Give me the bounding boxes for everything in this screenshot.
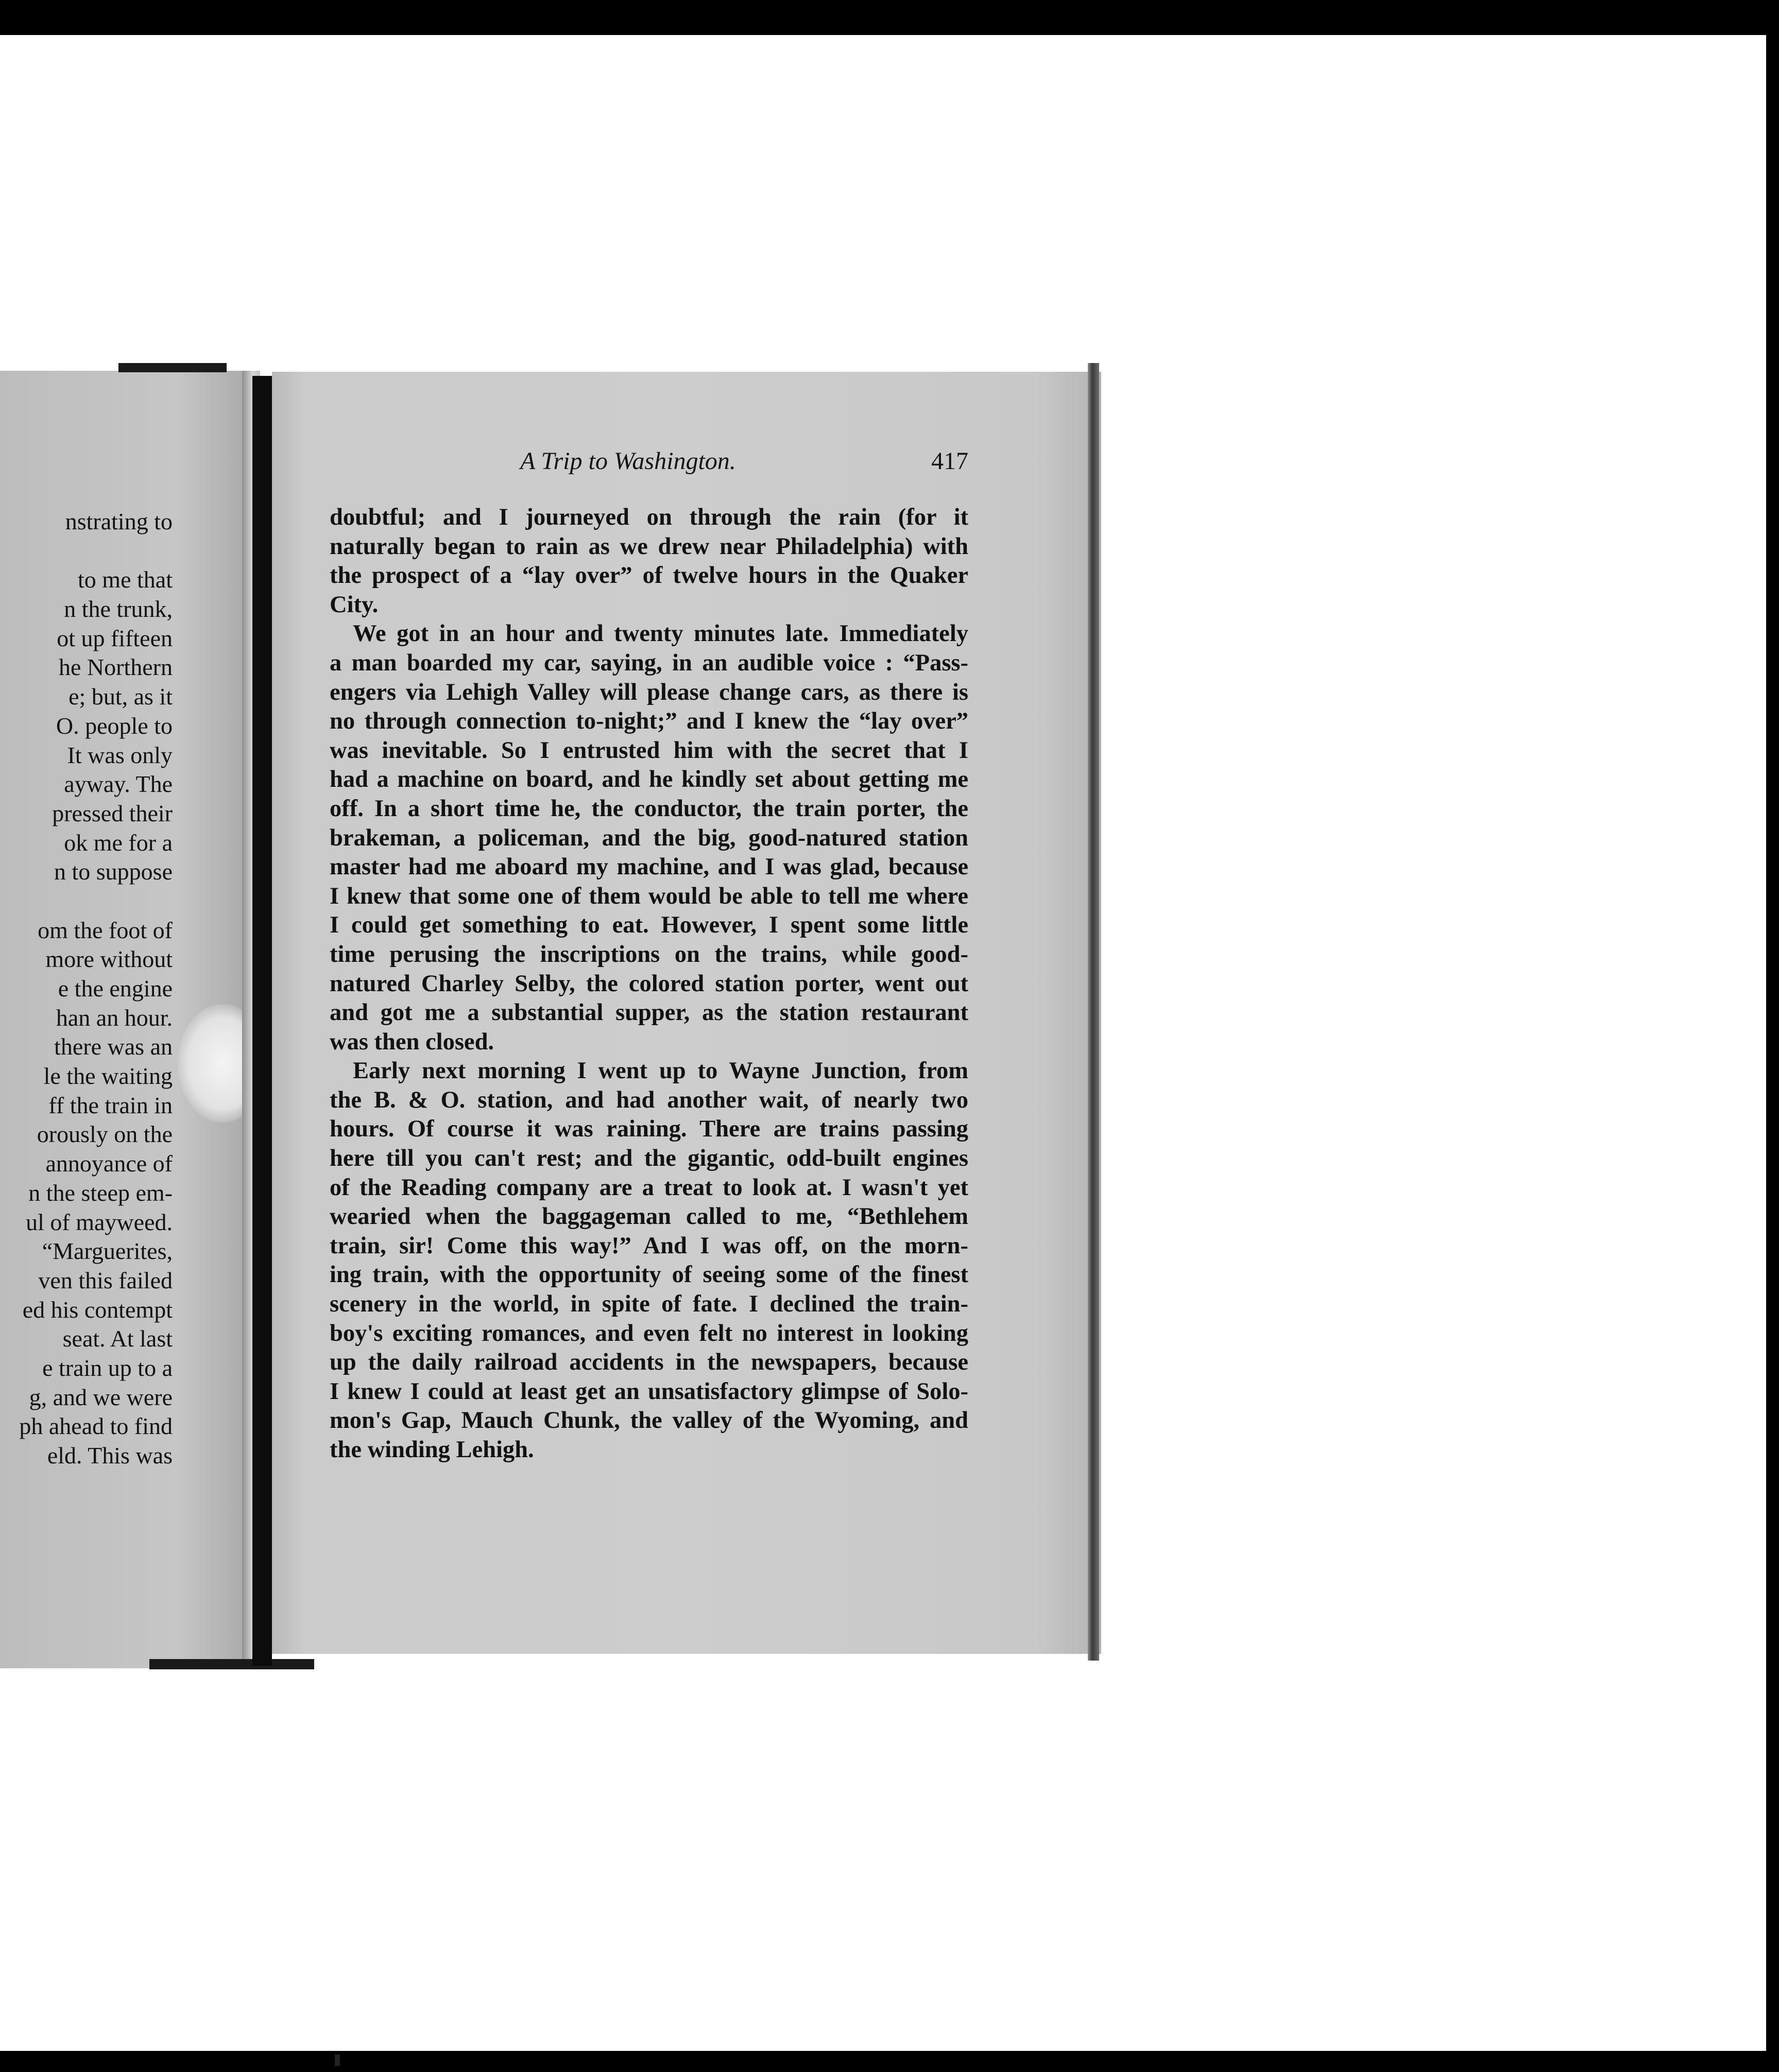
- text-line: boy's exciting romances, and even felt no interest in looking: [330, 1320, 968, 1346]
- left-page-line: n the steep em-: [28, 1179, 173, 1206]
- text-line: off. In a short time he, the conductor, the train porter, the: [330, 795, 968, 822]
- left-page-line: orously on the: [37, 1121, 173, 1148]
- text-line: I knew that some one of them would be able to tell me where: [330, 883, 968, 909]
- text-line: was then closed.: [330, 1028, 494, 1055]
- left-page-line: there was an: [54, 1033, 173, 1060]
- left-page-line: eld. This was: [47, 1442, 173, 1469]
- left-page-line: ul of mayweed.: [26, 1208, 173, 1235]
- running-title: A Trip to Washington.: [520, 447, 736, 475]
- left-page-line: ok me for a: [64, 829, 173, 856]
- text-line: the B. & O. station, and had another wait, of nearly two: [330, 1086, 968, 1113]
- left-page-line: [0, 887, 173, 916]
- left-page-line: han an hour.: [56, 1004, 173, 1031]
- text-line: up the daily railroad accidents in the newspapers, because: [330, 1349, 968, 1376]
- text-line: of the Reading company are a treat to look at. I wasn't yet: [330, 1174, 968, 1201]
- left-page-line: ayway. The: [64, 771, 173, 798]
- text-line: scenery in the world, in spite of fate. I declined the train-: [330, 1291, 968, 1318]
- left-page-line: [0, 537, 173, 566]
- running-head: [520, 447, 968, 483]
- left-page-line: e the engine: [58, 975, 173, 1002]
- left-page-line: g, and we were: [29, 1384, 173, 1410]
- left-page-line: to me that: [78, 566, 173, 593]
- left-page-line: ot up fifteen: [57, 625, 173, 651]
- left-page-line: e train up to a: [42, 1354, 173, 1381]
- text-line: I knew I could at least get an unsatisfactory glimpse of Solo-: [330, 1378, 968, 1405]
- page-number: 417: [931, 447, 968, 475]
- right-page-edge: [1088, 363, 1099, 1661]
- left-page-line: It was only: [67, 741, 173, 768]
- scan-mark: [335, 2054, 340, 2066]
- left-page-line: n to suppose: [54, 858, 173, 885]
- text-line: the prospect of a “lay over” of twelve hours in the Quaker: [330, 562, 968, 589]
- text-line: was inevitable. So I entrusted him with the secret that I: [330, 737, 968, 764]
- left-page-line: le the waiting: [43, 1063, 173, 1090]
- text-line: I could get something to eat. However, I spent some little: [330, 912, 968, 939]
- left-page-line: more without: [45, 946, 173, 973]
- left-page-line: ph ahead to find: [19, 1413, 173, 1440]
- text-line: ing train, with the opportunity of seeing some of the finest: [330, 1262, 968, 1288]
- text-line: a man boarded my car, saying, in an audible voice : “Pass-: [330, 649, 968, 676]
- text-line: time perusing the inscriptions on the trains, while good-: [330, 941, 968, 968]
- text-line: train, sir! Come this way!” And I was off, on the morn-: [330, 1232, 968, 1259]
- book-spine: [252, 376, 272, 1666]
- left-page-line: n the trunk,: [64, 596, 173, 623]
- paper-stain: [178, 1004, 252, 1123]
- text-line: City.: [330, 591, 379, 618]
- text-line: no through connection to-night;” and I knew the “lay over”: [330, 708, 968, 735]
- left-page-line: pressed their: [52, 800, 173, 826]
- left-page-line: ff the train in: [48, 1092, 173, 1118]
- left-page-line: he Northern: [59, 654, 173, 681]
- text-line: engers via Lehigh Valley will please change cars, as there is: [330, 679, 968, 705]
- body-text: [330, 503, 968, 1465]
- left-page-text-fragments: [0, 507, 173, 1471]
- text-line: hours. Of course it was raining. There are trains passing: [330, 1116, 968, 1143]
- left-page-line: O. people to: [56, 712, 173, 739]
- text-line: and got me a substantial supper, as the station restaurant: [330, 999, 968, 1026]
- left-page-line: nstrating to: [65, 508, 173, 534]
- cover-board-top: [118, 363, 227, 372]
- text-line: natured Charley Selby, the colored station porter, went out: [330, 970, 968, 997]
- text-line: brakeman, a policeman, and the big, good-natured station: [330, 824, 968, 851]
- left-page-line: “Marguerites,: [42, 1238, 173, 1265]
- left-page-line: om the foot of: [38, 917, 173, 943]
- text-line: We got in an hour and twenty minutes late. Immediately: [353, 620, 968, 647]
- left-page-line: ed his contempt: [22, 1296, 173, 1323]
- text-line: Early next morning I went up to Wayne Junction, from: [353, 1058, 968, 1084]
- left-page: [0, 371, 252, 1668]
- text-line: master had me aboard my machine, and I was glad, because: [330, 854, 968, 880]
- text-line: wearied when the baggageman called to me, “Bethlehem: [330, 1203, 968, 1230]
- cover-board-bottom: [149, 1659, 314, 1669]
- text-line: mon's Gap, Mauch Chunk, the valley of the Wyoming, and: [330, 1407, 968, 1434]
- left-page-line: annoyance of: [45, 1150, 173, 1177]
- text-line: naturally began to rain as we drew near Philadelphia) with: [330, 533, 968, 560]
- text-line: the winding Lehigh.: [330, 1437, 534, 1463]
- left-page-line: seat. At last: [62, 1325, 173, 1352]
- text-line: here till you can't rest; and the gigantic, odd-built engines: [330, 1145, 968, 1172]
- left-page-line: ven this failed: [38, 1267, 173, 1293]
- left-page-line: e; but, as it: [69, 683, 173, 710]
- text-line: had a machine on board, and he kindly set about getting me: [330, 766, 968, 793]
- text-line: doubtful; and I journeyed on through the rain (for it: [330, 504, 968, 530]
